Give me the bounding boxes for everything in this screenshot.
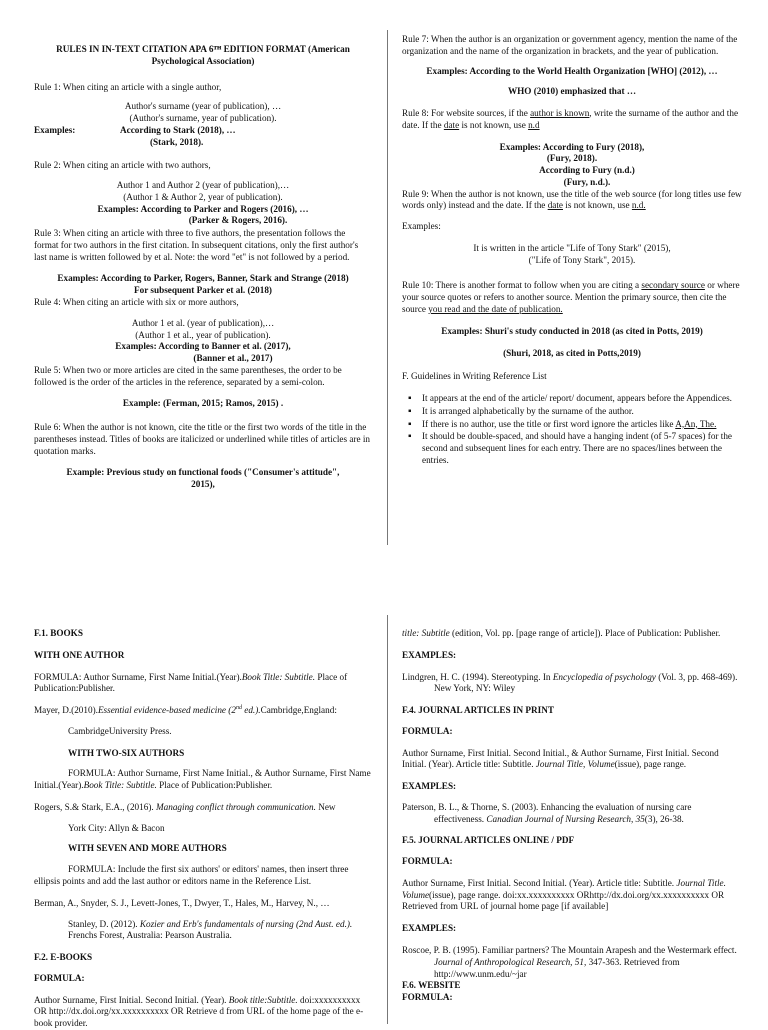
mayer-reference-cont: CambridgeUniversity Press. <box>68 725 172 736</box>
guidelines-heading: F. Guidelines in Writing Reference List <box>402 371 547 382</box>
rule5-text: Rule 5: When two or more articles are cited in the same parentheses, the order to be followed is the order of the articles in the reference, separated by a semi-colon. <box>34 364 342 387</box>
one-author-heading: WITH ONE AUTHOR <box>34 649 125 660</box>
column-divider <box>387 30 388 545</box>
rule6-example: Example: Previous study on functional foods ("Consumer's attitude", 2015), <box>66 467 340 490</box>
formula-label: FORMULA: <box>34 972 85 983</box>
journal-print-formula: Author Surname, First Initial. Second Initial., & Author Surname, First Initial. Second Initial. (Year). Article title: Subtitle. Journal Title, Volume(issue), page range. <box>402 747 719 770</box>
formula-two-six: FORMULA: Author Surname, First Name Initial., & Author Surname, First Name Initial.(Year).Book Title: Subtitle. Place of Publication:Publisher. <box>34 768 371 791</box>
rule6-text: Rule 6: When the author is not known, cite the title or the first two words of the title in the parentheses instead. Titles of books are italicized or underlined while titles of articles are in quotation marks. <box>34 422 371 456</box>
examples-label: EXAMPLES: <box>402 923 457 934</box>
top-right-column <box>402 34 742 468</box>
document-title: RULES IN IN-TEXT CITATION APA 6ᵀᴴ EDITION FORMAT (American Psychological Association) <box>56 44 350 66</box>
ebook-formula: Author Surname, First Initial. Second Initial. (Year). Book title:Subtitle. doi:xxxxxxxxxx OR http://dx.doi.org/xx.xxxxxxxxxx OR Retrieve d from URL of the home page of the e-book provider. <box>34 994 364 1029</box>
rule1-example-4: (Stark, 2018). <box>150 136 204 147</box>
rule3-example-2: For subsequent Parker et al. (2018) <box>134 285 272 296</box>
rule4-heading: Rule 4: When citing an article with six or more authors, <box>34 297 239 308</box>
examples-label: EXAMPLES: <box>402 649 457 660</box>
two-six-heading: WITH TWO-SIX AUTHORS <box>68 747 185 758</box>
section-journal-print: F.4. JOURNAL ARTICLES IN PRINT <box>402 705 554 716</box>
guideline-item: ▪ If there is no author, use the title or first word ignore the articles like A,An, The. <box>422 419 742 431</box>
chapter-formula-cont: title: Subtitle (edition, Vol. pp. [page range of article]). Place of Publication: Publisher. <box>402 628 721 638</box>
rule9-text: Rule 9: When the author is not known, use the title of the web source (for long titles use few words only) instead and the date. If the date is not known, use n.d. <box>402 188 742 211</box>
rule8-example-1: Examples: According to Fury (2018), <box>499 141 645 152</box>
bottom-right-column <box>402 628 742 1004</box>
formula-one-author: FORMULA: Author Surname, First Name Initial.(Year).Book Title: Subtitle. Place of Publication:Publisher. <box>34 671 348 694</box>
section-ebooks: F.2. E-BOOKS <box>34 952 93 963</box>
rule7-example-1: Examples: According to the World Health Organization [WHO] (2012), … <box>426 65 718 76</box>
rule8-example-4: (Fury, n.d.). <box>563 176 611 187</box>
top-left-column <box>34 44 372 491</box>
rule1-heading: Rule 1: When citing an article with a single author, <box>34 81 222 92</box>
journal-online-formula: Author Surname, First Initial. Second Initial. (Year). Article title: Subtitle. Journal Title. Volume(issue), page range. doi:xx.xxxxxxxxxx ORhttp://dx.doi.org/xx.xxxxxxxxxx OR Retrieved from URL of journal home page [if available] <box>402 877 726 912</box>
page-bottom <box>0 600 768 1029</box>
rule2-example-4: (Parker & Rogers, 2016). <box>188 215 288 226</box>
rule4-example-2: (Author 1 et al., year of publication). <box>135 329 271 340</box>
formula-label: FORMULA: <box>402 725 453 736</box>
rule10-example-2: (Shuri, 2018, as cited in Potts,2019) <box>503 347 641 358</box>
guideline-item: ▪ It appears at the end of the article/ report/ document, appears before the Appendices. <box>422 393 742 405</box>
guidelines-list <box>402 393 742 467</box>
rule1-examples-row <box>34 125 372 137</box>
rule5-example: Example: (Ferman, 2015; Ramos, 2015) . <box>122 398 284 409</box>
rule1-example-2: (Author's surname, year of publication). <box>129 113 277 124</box>
rule9-examples-label: Examples: <box>402 221 441 232</box>
column-divider <box>387 615 388 1024</box>
rule7-text: Rule 7: When the author is an organization or government agency, mention the name of the organization and the name of the organization in brackets, and the year of publication. <box>402 34 738 56</box>
formula-seven-more: FORMULA: Include the first six authors' or editors' names, then insert three ellipsis points and add the last author or editors name in the Reference List. <box>34 864 349 887</box>
examples-label: Examples: <box>34 124 76 135</box>
guideline-item: ▪ It should be double-spaced, and should have a hanging indent (of 5-7 spaces) for the second and subsequent lines for each entry. There are no spaces/lines between the entries. <box>422 431 742 466</box>
bottom-left-column <box>34 628 372 1030</box>
rule4-example-3: Examples: According to Banner et al. (2017), <box>115 341 291 352</box>
rule9-example-2: ("Life of Tony Stark", 2015). <box>528 254 636 265</box>
lindgren-reference: Lindgren, H. C. (1994). Stereotyping. In Encyclopedia of psychology (Vol. 3, pp. 468-469). New York, NY: Wiley <box>402 671 738 694</box>
formula-label: FORMULA: <box>402 856 453 867</box>
rule2-example-3: Examples: According to Parker and Rogers (2016), … <box>97 203 309 214</box>
rule2-heading: Rule 2: When citing an article with two authors, <box>34 160 211 171</box>
rule8-text: Rule 8: For website sources, if the author is known, write the surname of the author and the date. If the date is not known, use n.d <box>402 108 739 130</box>
rule3-example-1: Examples: According to Parker, Rogers, Banner, Stark and Strange (2018) <box>57 273 349 284</box>
section-website: F.6. WEBSITE <box>402 980 461 991</box>
rule8-example-3: According to Fury (n.d.) <box>539 165 635 176</box>
rule10-example-1: Examples: Shuri's study conducted in 2018 (as cited in Potts, 2019) <box>441 325 703 336</box>
section-journal-online: F.5. JOURNAL ARTICLES ONLINE / PDF <box>402 835 575 846</box>
rogers-reference: Rogers, S.& Stark, E.A., (2016). Managing conflict through communication. New <box>34 801 336 812</box>
mayer-reference: Mayer, D.(2010).Essential evidence-based medicine (2nd ed.).Cambridge,England: <box>34 705 337 716</box>
seven-more-heading: WITH SEVEN AND MORE AUTHORS <box>68 843 227 854</box>
guideline-item: ▪ It is arranged alphabetically by the surname of the author. <box>422 406 742 418</box>
stanley-reference: Stanley, D. (2012). Kozier and Erb's fundamentals of nursing (2nd Aust. ed.). Frenchs Forest, Australia: Pearson Australia. <box>68 918 353 941</box>
berman-reference: Berman, A., Snyder, S. J., Levett-Jones, T., Dwyer, T., Hales, M., Harvey, N., … <box>34 897 330 908</box>
examples-label: EXAMPLES: <box>402 781 457 792</box>
formula-label: FORMULA: <box>402 992 453 1003</box>
rule1-example-1: Author's surname (year of publication), … <box>124 101 282 112</box>
rule1-example-3: According to Stark (2018), … <box>120 124 236 135</box>
rule8-example-2: (Fury, 2018). <box>546 153 598 164</box>
rogers-reference-cont: York City: Allyn & Bacon <box>68 822 165 833</box>
rule4-example-1: Author 1 et al. (year of publication),… <box>131 317 275 328</box>
rule7-example-2: WHO (2010) emphasized that … <box>507 86 637 97</box>
rule2-example-2: (Author 1 & Author 2, year of publication). <box>123 191 283 202</box>
rule3-text: Rule 3: When citing an article with three to five authors, the presentation follows the format for two authors in the first citation. In subsequent citations, only the first author's last name is written followed by et al. Note: the word "et" is not followed by a period. <box>34 228 359 262</box>
rule10-text: Rule 10: There is another format to follow when you are citing a secondary source or where your source quotes or refers to another source. Mention the primary source, then cite the source you read and the date of publication. <box>402 280 740 315</box>
rule2-example-1: Author 1 and Author 2 (year of publication),… <box>116 180 290 191</box>
rule9-example-1: It is written in the article "Life of Tony Stark" (2015), <box>473 242 671 253</box>
rule4-example-4: (Banner et al., 2017) <box>193 353 273 364</box>
section-books: F.1. BOOKS <box>34 628 83 638</box>
paterson-reference: Paterson, B. L., & Thorne, S. (2003). Enhancing the evaluation of nursing care effectiveness. Canadian Journal of Nursing Research, 35(3), 26-38. <box>402 801 692 824</box>
roscoe-reference: Roscoe, P. B. (1995). Familiar partners? The Mountain Arapesh and the Westermark effect. Journal of Anthropological Research, 51, 347-363. Retrieved from http://www.unm.edu/~jar <box>402 945 737 979</box>
